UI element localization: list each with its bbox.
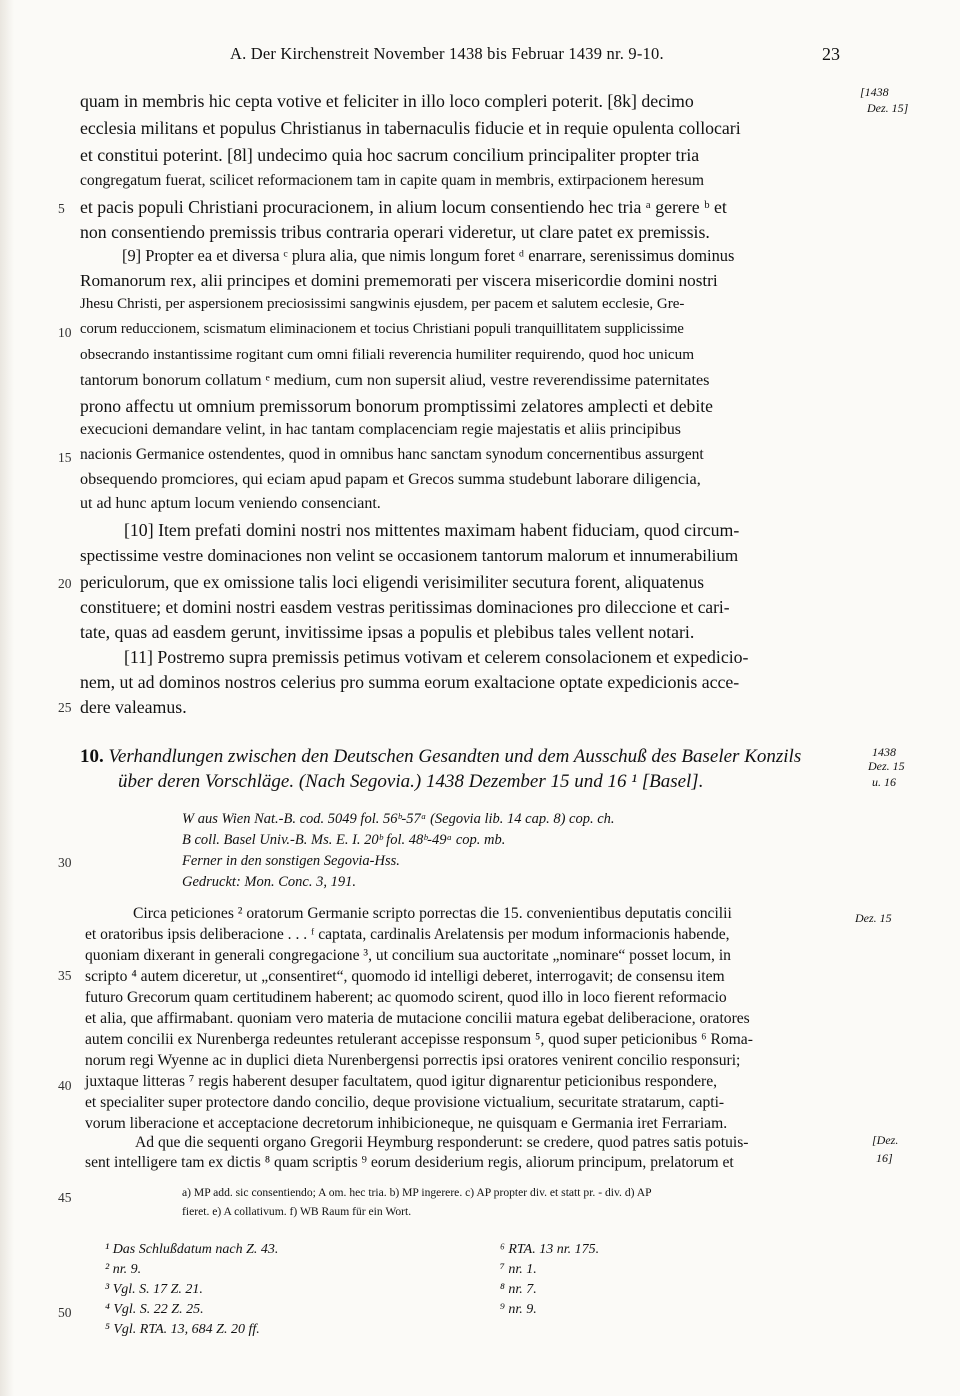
footnote: ¹ Das Schlußdatum nach Z. 43. — [105, 1242, 279, 1257]
text-line: obsequendo promciores, qui eciam apud papam et Grecos summa studebunt laborare diligencia, — [80, 470, 701, 488]
apparatus-line: fieret. e) A collativum. f) WB Raum für ein Wort. — [182, 1205, 412, 1218]
line-number: 5 — [58, 201, 65, 216]
text-line: nem, ut ad dominos nostros celerius pro summa eorum exaltacione optate expedicionis acce- — [80, 672, 740, 692]
line-number: 45 — [58, 1190, 72, 1205]
margin-note: u. 16 — [872, 775, 896, 789]
line-number: 10 — [58, 325, 72, 340]
line-number: 40 — [58, 1078, 72, 1093]
margin-note: [Dez. — [872, 1133, 899, 1147]
source-entry: Gedruckt: Mon. Conc. 3, 191. — [182, 874, 356, 890]
text-line: scripto ⁴ autem diceretur, ut „consentiret“, quomodo id intelligi deberet, interrogavit; de consensu item — [85, 968, 725, 985]
text-line: obsecrando instantissime rogitant cum omni filiali reverencia humiliter requirendo, quod hoc unicum — [80, 346, 695, 363]
footnote: ⁸ nr. 7. — [500, 1282, 537, 1297]
line-number: 50 — [58, 1305, 72, 1320]
apparatus-line: a) MP add. sic consentiendo; A om. hec tria. b) MP ingerere. c) AP propter div. et statt pr. - div. d) AP — [182, 1186, 652, 1199]
margin-note: 16] — [876, 1151, 893, 1165]
heading-line-1: Verhandlungen zwischen den Deutschen Gesandten und dem Ausschuß des Baseler Konzils — [108, 746, 802, 767]
margin-note: 1438 — [872, 745, 896, 759]
text-line: sent intelligere tam ex dictis ⁸ quam scriptis ⁹ eorum desiderium regis, aliorum principum, prelatorum et — [85, 1154, 734, 1171]
text-line: nacionis Germanice ostendentes, quod in omnibus hanc sanctam synodum concernentibus assurgent — [80, 446, 704, 463]
text-line: futuro Grecorum quam certitudinem haberent; ac quomodo scirent, quod illo in loco fierent reformacio — [85, 989, 727, 1006]
scan-shadow — [0, 0, 14, 1396]
running-head: A. Der Kirchenstreit November 1438 bis Februar 1439 nr. 9-10. — [230, 44, 664, 63]
text-line: Circa peticiones ² oratorum Germanie scripto porrectas die 15. convenientibus deputatis concilii — [133, 905, 732, 922]
text-line: norum regi Wyenne ac in duplici dieta Nurenbergensi porrectis ipsi oratores venirent concilio responsuri; — [85, 1052, 741, 1069]
source-entry: Ferner in den sonstigen Segovia-Hss. — [182, 853, 400, 869]
line-number: 35 — [58, 968, 72, 983]
footnote: ³ Vgl. S. 17 Z. 21. — [105, 1282, 203, 1297]
source-entry: B coll. Basel Univ.-B. Ms. E. I. 20ᵇ fol. 48ᵇ-49ᵃ cop. mb. — [182, 832, 506, 848]
text-line: ut ad hunc aptum locum veniendo consenciant. — [80, 495, 381, 512]
footnote: ⁵ Vgl. RTA. 13, 684 Z. 20 ff. — [105, 1322, 260, 1337]
text-line: Jhesu Christi, per aspersionem preciosissimi sangwinis ejusdem, per pacem et salutem ecclesie, Gre- — [80, 296, 685, 312]
margin-note: [1438 — [860, 85, 889, 99]
text-line: non consentiendo premissis tribus contraria operari videretur, ut clare patet ex premissis. — [80, 222, 710, 242]
margin-note: Dez. 15 — [855, 911, 892, 925]
text-line: ecclesia militans et populus Christianus in tabernaculis fiducie et in requie opulenta collocari — [80, 118, 741, 138]
text-line: execucioni demandare velint, in hac tantam complacenciam regie majestatis et aliis principibus — [80, 421, 681, 438]
footnote: ⁷ nr. 1. — [500, 1262, 537, 1277]
text-line: spectissime vestre dominaciones non velint se occasionem tantorum malorum et innumerabilium — [80, 546, 739, 565]
text-line: et constitui poterint. [8l] undecimo quia hoc sacrum concilium principaliter propter tria — [80, 145, 700, 165]
text-line: juxtaque litteras ⁷ regis haberent desuper facultatem, quod igitur dignarentur peticionibus respondere, — [85, 1073, 718, 1090]
text-line: Romanorum rex, alii principes et domini prememorati per viscera misericordie domini nostri — [80, 271, 718, 290]
line-number: 25 — [58, 700, 72, 715]
text-line: corum reduccionem, scismatum eliminacionem et tocius Christiani populi tranquillitatem supplicissime — [80, 321, 684, 337]
footnote: ⁹ nr. 9. — [500, 1302, 537, 1317]
heading-line-2: über deren Vorschläge. (Nach Segovia.) 1438 Dezember 15 und 16 ¹ [Basel]. — [118, 771, 704, 792]
footnote: ² nr. 9. — [105, 1262, 142, 1277]
heading-number: 10. — [80, 746, 104, 767]
text-line: tantorum bonorum collatum ᵉ medium, cum non supersit aliud, vestre reverendissime paternitates — [80, 371, 710, 389]
text-line: dere valeamus. — [80, 697, 187, 717]
text-line: [10] Item prefati domini nostri nos mittentes maximam habent fiduciam, quod circum- — [124, 520, 740, 540]
text-line: prono affectu ut omnium premissorum bonorum promptissimi zelatores amplecti et debite — [80, 396, 713, 416]
line-number: 15 — [58, 450, 72, 465]
text-line: et oratoribus ipsis deliberacione . . . ᶠ captata, cardinalis Arelatensis per modum informacionis habende, — [85, 926, 730, 943]
text-line: quoniam dixerant in generali congregacione ³, ut concilium sua auctoritate „nominare“ posset locum, in — [85, 947, 731, 964]
text-line: et specialiter super protectore dando concilio, deque provisione victualium, securitate stratarum, capti- — [85, 1094, 725, 1111]
text-line: congregatum fuerat, scilicet reformacionem tam in capite quam in membris, extirpacionem heresum — [80, 172, 704, 189]
text-line: et alia, que affirmabant. quoniam vero materia de mutacione concilii matura egebat deliberacione, oratores — [85, 1010, 750, 1027]
text-line: et pacis populi Christiani procuracionem, in alium locum consentiendo hec tria ᵃ gerere ᵇ et — [80, 197, 727, 217]
document-heading — [80, 746, 801, 768]
margin-note: Dez. 15] — [867, 101, 909, 115]
page-number: 23 — [822, 44, 840, 64]
text-line: vorum liberacione et acceptacione decretorum inhibicioneque, ne quisquam e Germania iret Ferrariam. — [85, 1115, 728, 1132]
footnote: ⁴ Vgl. S. 22 Z. 25. — [105, 1302, 204, 1317]
source-entry: W aus Wien Nat.-B. cod. 5049 fol. 56ᵇ-57ᵃ (Segovia lib. 14 cap. 8) cop. ch. — [182, 811, 615, 827]
line-number: 30 — [58, 855, 72, 870]
text-line: autem concilii ex Nurenberga redeuntes retulerant accepisse responsum ⁵, quod super peticionibus ⁶ Roma- — [85, 1031, 753, 1048]
text-line: Ad que die sequenti organo Gregorii Heymburg responderunt: se credere, quod patres satis potuis- — [135, 1134, 749, 1151]
text-line: periculorum, que ex omissione talis loci eligendi verisimiliter secutura forent, aliquatenus — [80, 572, 704, 592]
text-line: tate, quas ad easdem gerunt, invitissime ipsas a populis et plebibus tales vellent notari. — [80, 622, 695, 642]
text-line: [11] Postremo supra premissis petimus votivam et celerem consolacionem et expedicio- — [124, 647, 749, 667]
footnote: ⁶ RTA. 13 nr. 175. — [500, 1242, 600, 1257]
margin-note: Dez. 15 — [868, 759, 905, 773]
text-line: quam in membris hic cepta votive et feliciter in illo loco compleri poterit. [8k] decimo — [80, 91, 694, 111]
line-number: 20 — [58, 576, 72, 591]
text-line: [9] Propter ea et diversa ᶜ plura alia, que nimis longum foret ᵈ enarrare, serenissimus dominus — [122, 246, 735, 265]
text-line: constituere; et domini nostri easdem vestras peritissimas dominaciones pro dileccione et cari- — [80, 597, 730, 617]
